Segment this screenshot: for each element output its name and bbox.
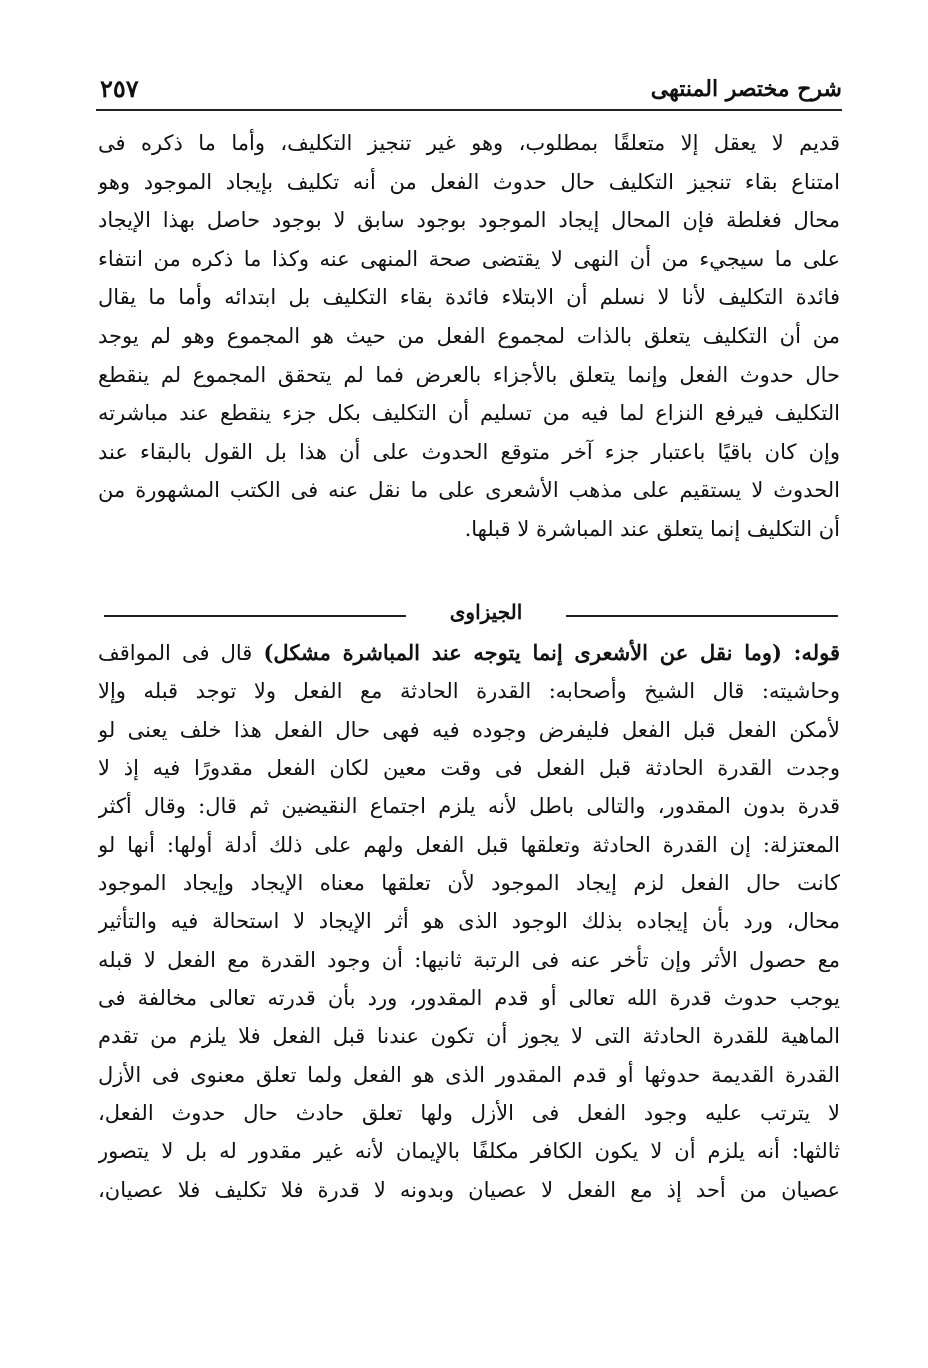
text-line: محال، ورد بأن إيجاده بذلك الوجود الذى هو أثر الإيجاد لا استحالة فيه والتأثير — [98, 909, 840, 934]
text-line: وإن كان باقيًا باعتبار جزء آخر متوقع الحدوث على أن هذا بل القول بالبقاء عند — [98, 439, 840, 464]
divider-rule-right — [566, 615, 838, 617]
text-line: المعتزلة: إن القدرة الحادثة وتعلقها قبل الفعل ولهم على ذلك أدلة أولها: أنها لو — [98, 832, 840, 857]
text-line: ثالثها: أنه يلزم أن لا يكون الكافر مكلفًا بالإيمان لأنه غير مقدور له بل لا يتصور — [98, 1139, 840, 1164]
text-line: القدرة القديمة حدوثها أو قدم المقدور الذى هو الفعل ولما تعلق معنوى فى الأزل — [98, 1062, 840, 1087]
running-header — [96, 70, 842, 110]
text-line: يوجب حدوث قدرة الله تعالى أو قدم المقدور، ورد بأن قدرته تعالى مخالفة فى — [98, 986, 840, 1011]
commentary-block-2 — [98, 634, 840, 1209]
section-divider — [98, 596, 840, 632]
text-line: الحدوث لا يستقيم على مذهب الأشعرى على ما نقل عنه فى الكتب المشهورة من — [98, 478, 840, 503]
text-line: على ما سيجيء من أن النهى لا يقتضى صحة المنهى عنه وكذا ما ذكره من انتفاء — [98, 246, 840, 271]
header-rule — [96, 109, 842, 111]
lemma-continuation: قال فى المواقف — [98, 641, 253, 665]
text-line — [98, 634, 840, 672]
text-line: الماهية للقدرة الحادثة التى لا يجوز أن تكون عندنا قبل الفعل فلا يلزم من تقدم — [98, 1024, 840, 1049]
commentary-block-1 — [98, 124, 840, 549]
text-line: حال حدوث الفعل وإنما يتعلق بالأجزاء بالعرض فما لم يتحقق المجموع لم ينقطع — [98, 362, 840, 387]
header-title: شرح مختصر المنتهى — [650, 76, 842, 102]
text-line: قديم لا يعقل إلا متعلقًا بمطلوب، وهو غير تنجيز التكليف، وأما ما ذكره فى — [98, 131, 840, 155]
text-line: وجدت القدرة الحادثة قبل الفعل فى وقت معين لكان الفعل مقدورًا فيه إذ لا — [98, 756, 840, 781]
text-line: قدرة بدون المقدور، والتالى باطل لأنه يلزم اجتماع النقيضين ثم قال: وقال أكثر — [98, 794, 840, 819]
text-line: مع حصول الأثر وإن تأخر عنه فى الرتبة ثانيها: أن وجود القدرة مع الفعل لا قبله — [98, 947, 840, 972]
text-line: لأمكن الفعل قبل الفعل فليفرض وجوده فيه فهى حال الفعل هذا خلف يعنى لو — [98, 717, 840, 742]
text-line: كانت حال الفعل لزم إيجاد الموجود لأن تعلقها معناه الإيجاد وإيجاد الموجود — [98, 871, 840, 896]
page-number: ٢٥٧ — [100, 74, 139, 103]
text-line: عصيان من أحد إذ مع الفعل لا عصيان وبدونه لا قدرة فلا تكليف فلا عصيان، — [98, 1177, 840, 1202]
text-line: فائدة التكليف لأنا لا نسلم أن الابتلاء فائدة بقاء التكليف بل ابتدائه وأما ما يقال — [98, 285, 840, 310]
section-title: الجيزاوى — [449, 600, 523, 624]
text-line: من أن التكليف يتعلق بالذات لمجموع الفعل من حيث هو المجموع وهو لم يوجد — [98, 323, 840, 348]
text-line: التكليف فيرفع النزاع لما فيه من تسليم أن التكليف بكل جزء ينقطع عند مباشرته — [98, 401, 840, 426]
text-line: وحاشيته: قال الشيخ وأصحابه: القدرة الحادثة مع الفعل ولا توجد قبله وإلا — [98, 679, 840, 704]
text-line: امتناع بقاء تنجيز التكليف حال حدوث الفعل من أنه تكليف بإيجاد الموجود وهو — [98, 169, 840, 194]
divider-rule-left — [104, 615, 406, 617]
text-line: محال فغلطة فإن المحال إيجاد الموجود بوجود سابق لا بوجود حاصل بهذا الإيجاد — [98, 208, 840, 233]
text-line: لا يترتب عليه وجود الفعل فى الأزل ولها تعلق حادث حال حدوث الفعل، — [98, 1101, 840, 1126]
quoted-lemma: قوله: (وما نقل عن الأشعرى إنما يتوجه عند المباشرة مشكل) — [263, 640, 840, 665]
text-line: أن التكليف إنما يتعلق عند المباشرة لا قبلها. — [464, 516, 840, 541]
